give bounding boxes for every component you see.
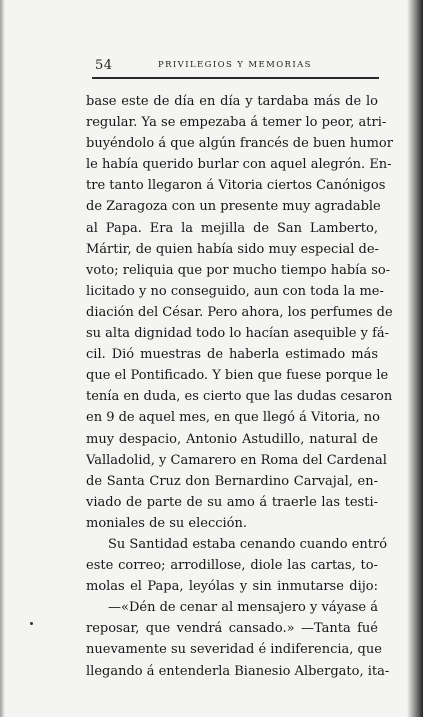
header-rule: [92, 77, 379, 79]
text-line: que el Pontificado. Y bien que fuese porque le: [86, 368, 389, 384]
text-line: diación del César. Pero ahora, los perfumes de: [86, 304, 393, 320]
page-number: 54: [95, 58, 113, 73]
text-line: Mártir, de quien había sido muy especial de-: [86, 241, 379, 257]
text-line: molas el Papa, leyólas y sin inmutarse dijo:: [86, 579, 378, 595]
text-line: en 9 de aquel mes, en que llegó á Vitoria, no: [86, 410, 380, 426]
text-line: tenía en duda, es cierto que las dudas cesaron: [86, 389, 393, 405]
section-title: PRIVILEGIOS Y MEMORIAS: [158, 60, 312, 70]
text-line: base este de día en día y tardaba más de lo: [86, 94, 378, 109]
text-line: de Santa Cruz don Bernardino Carvajal, en-: [86, 473, 378, 489]
paragraph-last-line: moniales de su elección.: [86, 515, 248, 531]
left-edge-shadow: [0, 0, 5, 717]
right-edge-shadow: [407, 0, 423, 717]
text-line: le había querido burlar con aquel alegrón. En-: [86, 157, 392, 173]
text-line: voto; reliquia que por mucho tiempo había so-: [86, 262, 391, 278]
body-text: [86, 91, 393, 682]
text-line: al Papa. Era la mejilla de San Lamberto,: [86, 220, 378, 236]
text-line: cil. Dió muestras de haberla estimado más: [86, 347, 378, 363]
text-line: llegando á entenderla Bianesio Albergato, ita-: [86, 663, 390, 679]
text-line: Valladolid, y Camarero en Roma del Cardenal: [86, 452, 387, 468]
text-line: Su Santidad estaba cenando cuando entró: [108, 536, 388, 552]
text-line: viado de parte de su amo á traerle las testi-: [86, 494, 378, 510]
text-line: —«Dén de cenar al mensajero y váyase á: [108, 600, 378, 616]
text-line: tre tanto llegaron á Vitoria ciertos Canónigos: [86, 178, 386, 194]
text-line: buyéndolo á que algún francés de buen humor: [86, 136, 393, 152]
text-line: muy despacio, Antonio Astudillo, natural de: [86, 431, 378, 447]
text-line: nuevamente su severidad é indiferencia, que: [86, 642, 382, 658]
text-line: este correo; arrodillose, diole las cartas, to-: [86, 558, 378, 574]
text-line: de Zaragoza con un presente muy agradable: [86, 199, 381, 215]
ink-speck: [30, 622, 33, 625]
text-line: licitado y no conseguido, aun con toda la me-: [86, 283, 384, 299]
text-line: regular. Ya se empezaba á temer lo peor, atri-: [86, 115, 387, 131]
text-line: reposar, que vendrá cansado.» —Tanta fué: [86, 621, 378, 637]
text-line: su alta dignidad todo lo hacían asequible y fá-: [86, 326, 390, 342]
